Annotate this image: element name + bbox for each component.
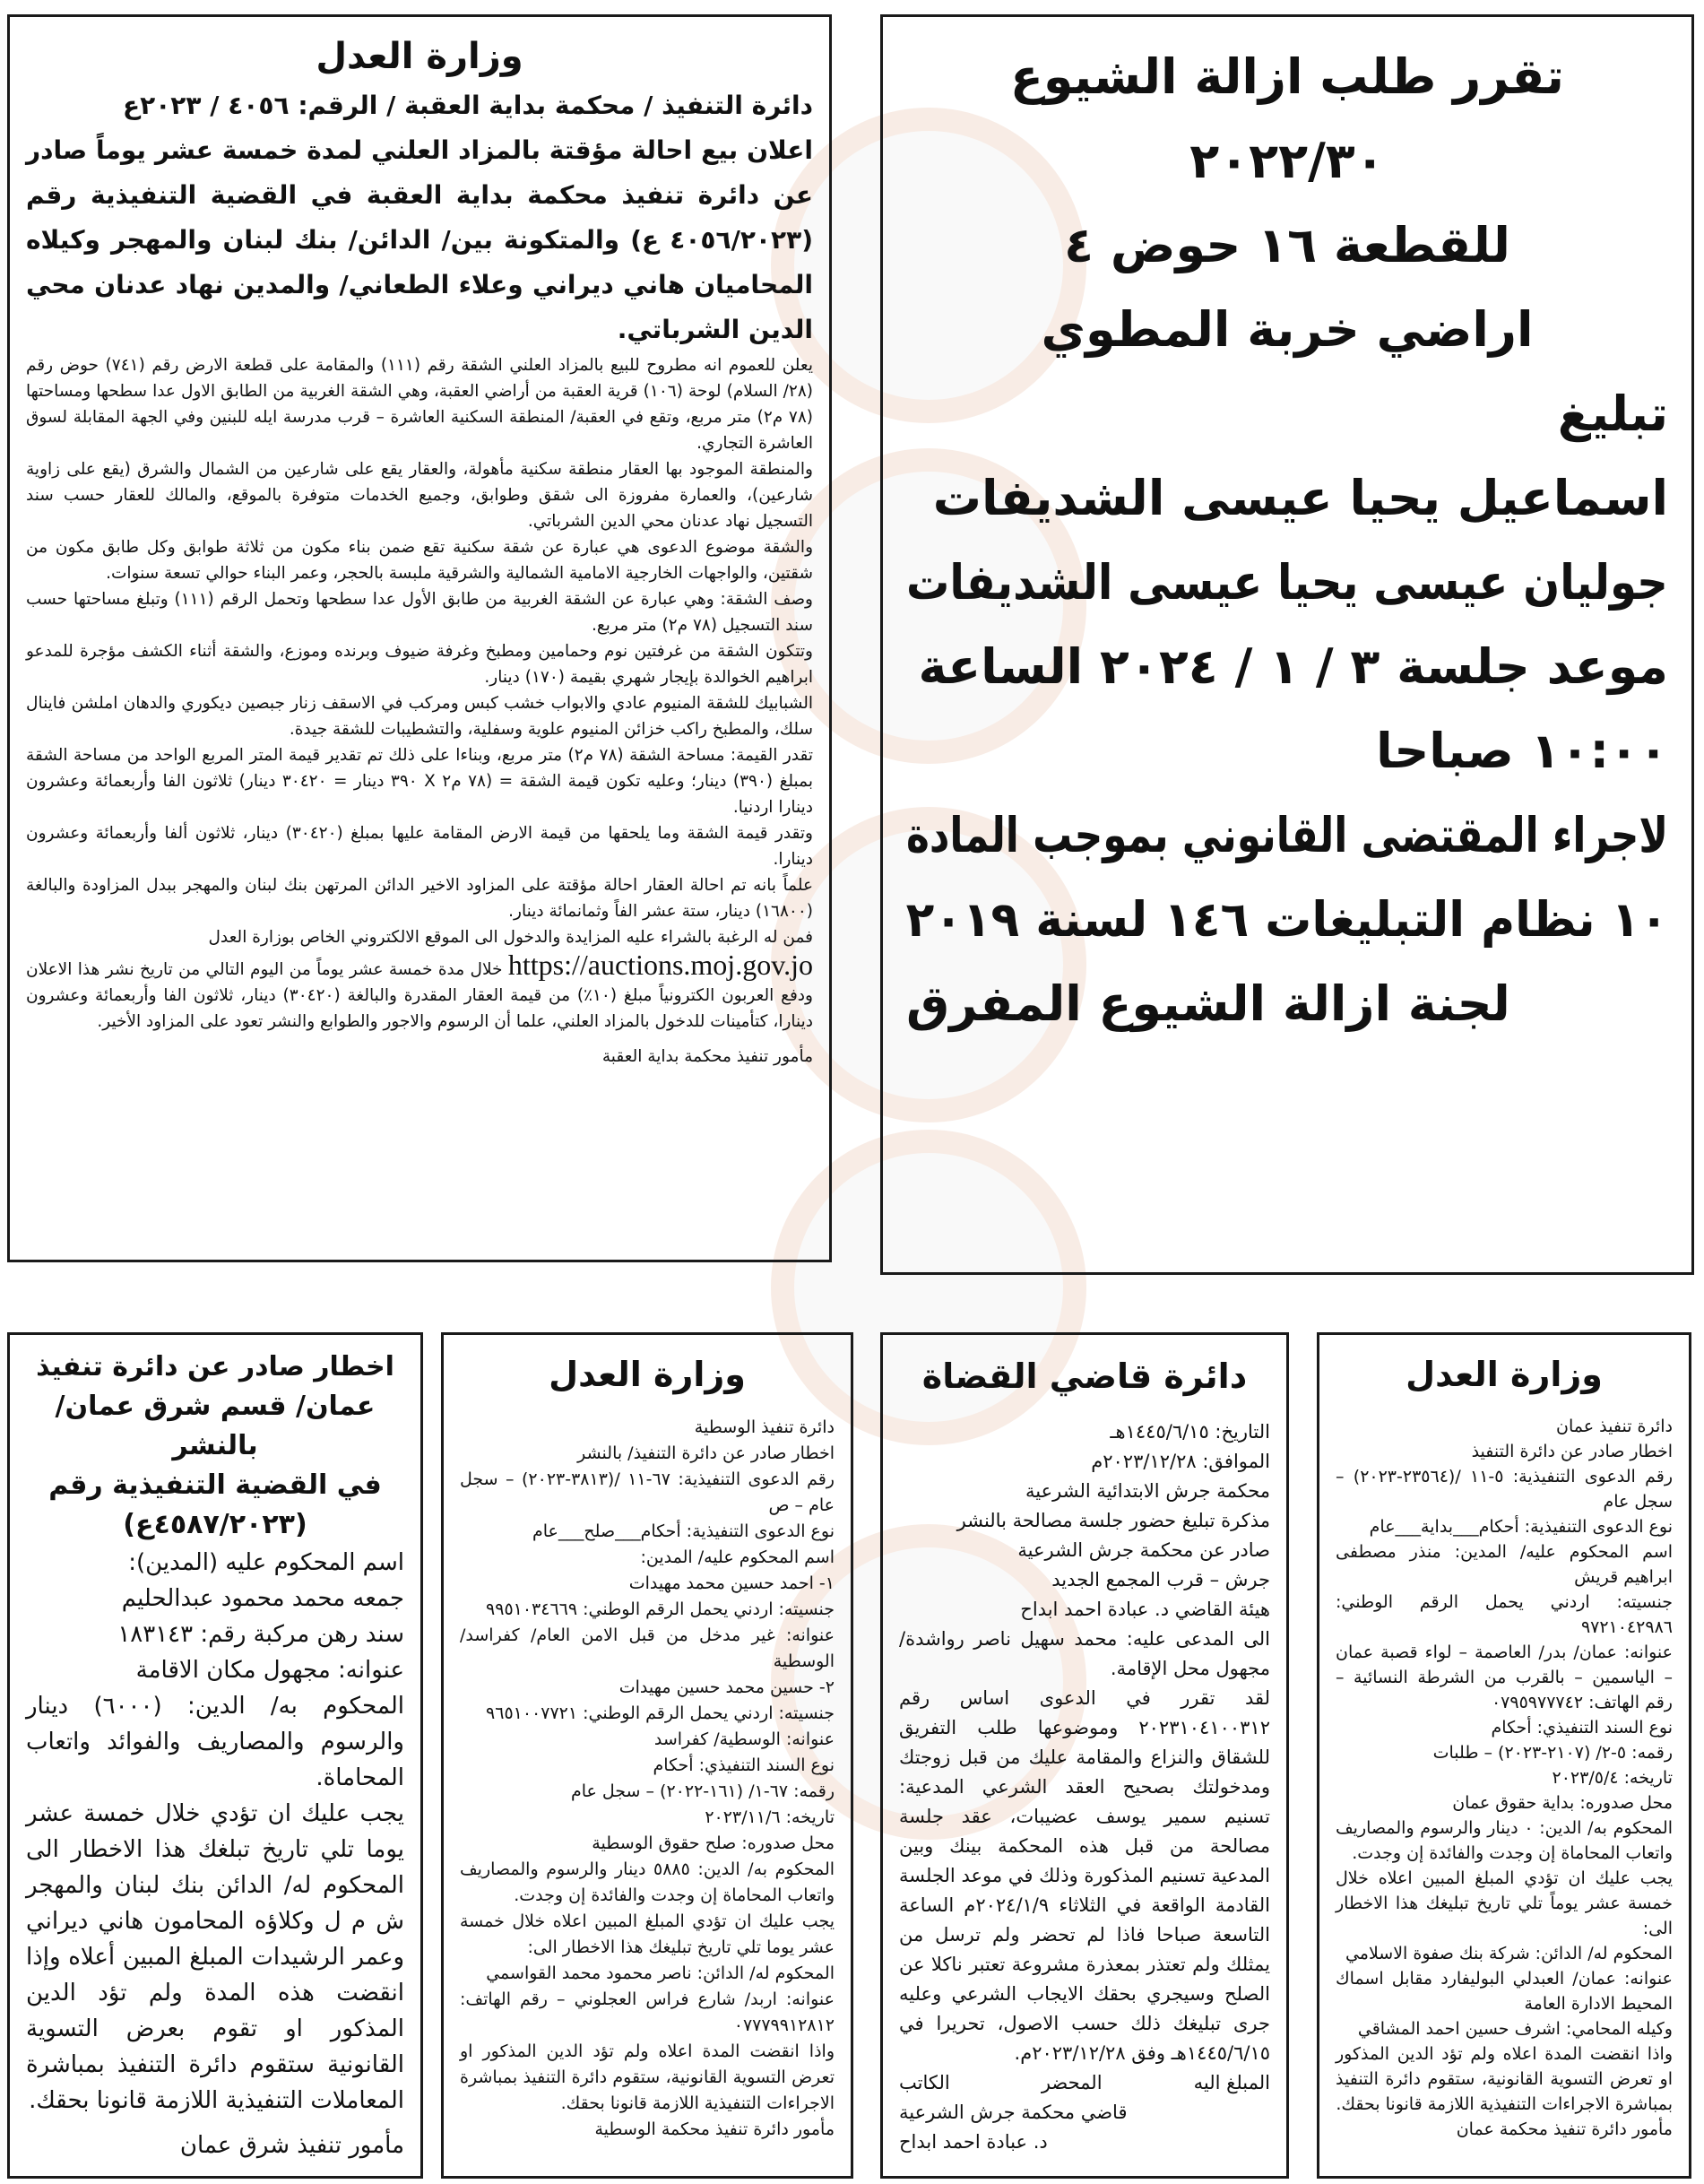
column-line: مذكرة تبليغ حضور جلسة مصالحة بالنشر <box>956 1510 1270 1531</box>
column-body <box>1336 1414 1673 2117</box>
column-line: اسم المحكوم عليه/ المدين: <box>640 1547 835 1567</box>
notice-column-wastiyya <box>441 1332 853 2179</box>
column-line: يجب عليك ان تؤدي خلال خمسة عشر يوما تلي تاريخ تبلغك هذا الاخطار الى المحكوم له/ الدائن بنك لبنان والمهجر ش م ل وكلاؤه المحامون هاني ديراني وعمر الرشيدات المبلغ المبين أعلاه وإذا انقضت هذه المدة ولم تؤد الدين المذكور او تقوم بعرض التسوية القانونية ستقوم دائرة التنفيذ بمباشرة المعاملات التنفيذية اللازمة قانونا بحقك. <box>26 1800 404 2114</box>
column-line: يجب عليك ان تؤدي المبلغ المبين اعلاه خلال خمسة عشر يوما تلي تاريخ تبليغك هذا الاخطار الى: <box>460 1911 835 1957</box>
column-line: المحكوم به/ الدين: ٠ دينار والرسوم والمصاريف واتعاب المحاماة إن وجدت والفائدة إن وجدت. <box>1336 1818 1673 1863</box>
column-line: المحكوم به/ الدين: (٦٠٠٠) دينار والرسوم والمصاريف والفوائد واتعاب المحاماة. <box>26 1693 404 1791</box>
notice-body <box>26 352 813 1035</box>
judge-title: قاضي محكمة جرش الشرعية <box>899 2102 1128 2123</box>
column-line: رقمه: ٦٧-١/ (١٦١-٢٠٢٢) – سجل عام <box>570 1781 835 1801</box>
notice-paragraph: الشبابيك للشقة المنيوم عادي والابواب خشب كبس ومركب في الاسقف زنار جبصين ديكوري والدهان املشن فاينال سلك، والمطبخ راكب خزائن المنيوم علوية وسفلية، والتشطيبات للشقة جيدة. <box>26 694 813 739</box>
column-heading-line: في القضية التنفيذية رقم <box>48 1469 382 1501</box>
column-line: نوع الدعوى التنفيذية: أحكام___بداية___عام <box>1369 1517 1673 1537</box>
coownership-line <box>906 878 1668 962</box>
notice-paragraph: تقدر القيمة: مساحة الشقة (٧٨ م٢) متر مربع، وبناءا على ذلك تم تقدير قيمة المتر المربع الواحد من مساحة الشقة بمبلغ (٣٩٠) دينار؛ وعليه تكون قيمة الشقة = (٧٨ م٢ X ٣٩٠ دينار = ٣٠٤٢٠ دينار) ثلاثون الفا وأربعمائة وعشرون دينارا اردنيا. <box>26 746 814 817</box>
column-line: تاريخه: ٢٠٢٣/١١/٦ <box>705 1807 835 1827</box>
column-line: اخطار صادر عن دائرة التنفيذ <box>1471 1442 1673 1461</box>
coownership-line <box>906 288 1668 372</box>
coownership-line-text: اراضي خربة المطوي <box>1041 301 1534 358</box>
column-line: يجب عليك ان تؤدي المبلغ المبين اعلاه خلال خمسة عشر يوماً تلي تاريخ تبليغك هذا الاخطار الى: <box>1336 1868 1673 1938</box>
column-line: ١- احمد حسين محمد مهيدات <box>628 1573 835 1593</box>
column-line: واذا انقضت المدة اعلاه ولم تؤد الدين المذكور او تعرض التسوية القانونية، ستقوم دائرة التنفيذ بمباشرة الاجراءات التنفيذية اللازمة قانونا بحقك. <box>460 2041 835 2113</box>
notice-column-amman <box>1317 1332 1691 2179</box>
column-line: رقمه: ٥-٢/ (٢١٠٧-٢٠٢٣) – طلبات <box>1432 1743 1673 1763</box>
column-line: نوع السند التنفيذي: أحكام <box>653 1755 835 1775</box>
coownership-line-text: جوليان عيسى يحيا عيسى الشديفات <box>905 554 1668 611</box>
column-line: عنوانه: عمان/ بدر/ العاصمة – لواء قصبة عمان – الياسمين – بالقرب من الشرطة النسائية – رقم الهاتف: ٠٧٩٥٩٧٧٧٤٢ <box>1336 1642 1673 1712</box>
column-line: محل صدوره: بداية حقوق عمان <box>1452 1793 1673 1813</box>
column-line: جنسيته: اردني يحمل الرقم الوطني: ٩٧٢١٠٤٢٩٨٦ <box>1336 1592 1673 1637</box>
coownership-line-text: ٢٠٢٢/٣٠ <box>1189 133 1385 189</box>
column-line: الى المدعى عليه: محمد سهيل ناصر رواشدة/ مجهول محل الإقامة. <box>899 1628 1270 1679</box>
column-heading: دائرة قاضي القضاة <box>921 1356 1248 1396</box>
column-line: سند رهن مركبة رقم: ١٨٣١٤٣ <box>117 1621 404 1648</box>
column-line: عنوانه: اربد/ شارع فراس العجلوني – رقم الهاتف: ٠٧٧٧٩٩١٢٨١٢ <box>460 1989 835 2035</box>
column-line: المحكوم له/ الدائن: ناصر محمود محمد القواسمي <box>486 1963 835 1983</box>
auction-url-link[interactable]: https://auctions.moj.gov.jo <box>507 949 813 981</box>
coownership-line-text: ١٠ نظام التبليغات ١٤٦ لسنة ٢٠١٩ <box>905 891 1668 948</box>
signature-labels <box>899 2068 1270 2098</box>
coownership-line-text: تبليغ <box>1557 386 1668 442</box>
coownership-line <box>906 204 1668 288</box>
column-heading-line: اخطار صادر عن دائرة تنفيذ <box>36 1351 394 1382</box>
coownership-line-text: موعد جلسة ٣ / ١ / ٢٠٢٤ الساعة <box>918 638 1668 695</box>
column-line: دائرة تنفيذ عمان <box>1556 1417 1673 1436</box>
column-line: رقم الدعوى التنفيذية: ٦٧-١١ /(٣٨١٣-٢٠٢٣) – سجل عام – ص <box>460 1469 835 1515</box>
notice-paragraph: يعلن للعموم انه مطروح للبيع بالمزاد العلني الشقة رقم (١١١) والمقامة على قطعة الارض رقم (٧٤١) حوض رقم (٢٨/ السلام) لوحة (١٠٦) قرية العقبة من أراضي العقبة، وهي الشقة الغربية من الطابق الاول عدا سطحها ومساحتها (٧٨ م٢) متر مربع، وتقع في العقبة/ المنطقة السكنية العاشرة – قرب مدرسة ايله للبنين وفي الجهة المقابلة لسوق العاشرة التجاري. <box>26 356 813 453</box>
coownership-line <box>906 541 1668 625</box>
column-line: اخطار صادر عن دائرة التنفيذ/ بالنشر <box>577 1443 835 1463</box>
column-line: اسم المحكوم عليه/ المدين: منذر مصطفى ابراهيم قريش <box>1336 1542 1673 1587</box>
column-signature: مأمور تنفيذ شرق عمان <box>179 2132 404 2159</box>
notice-paragraph: وتتكون الشقة من غرفتين نوم وحمامين ومطبخ وغرفة ضيوف وبرنده وموزع، والشقة أثناء الكشف مؤجرة للمدعو ابراهيم الخوالدة بإيجار شهري بقيمة (١٧٠) دينار. <box>26 642 813 687</box>
notice-heading: وزارة العدل <box>316 36 523 77</box>
column-signature: مأمور دائرة تنفيذ محكمة الوسطية <box>594 2119 835 2139</box>
column-line: تاريخه: ٢٠٢٣/٥/٤ <box>1552 1768 1673 1788</box>
column-heading-line: بالنشر <box>172 1430 258 1461</box>
column-line: جنسيته: اردني يحمل الرقم الوطني: ٩٩٥١٠٣٤٦٦٩ <box>486 1599 835 1619</box>
coownership-line-text: ١٠:٠٠ صباحا <box>1376 723 1668 779</box>
column-line: التاريخ: ١٤٤٥/٦/١٥هـ <box>1110 1421 1270 1443</box>
column-line: صادر عن محكمة جرش الشرعية <box>1017 1539 1270 1561</box>
column-line: المحكوم له/ الدائن: شركة بنك صفوة الاسلامي <box>1345 1944 1673 1963</box>
notice-paragraph: وتقدر قيمة الشقة وما يلحقها من قيمة الارض المقامة عليها بمبلغ (٣٠٤٢٠) دينار، ثلاثون ألفا وأربعمائة وعشرون دينارا. <box>26 824 813 869</box>
coownership-line <box>906 119 1668 204</box>
signature-label: المبلغ اليه <box>1193 2072 1270 2093</box>
column-line: دائرة تنفيذ الوسطية <box>694 1417 835 1437</box>
column-line: لقد تقرر في الدعوى اساس رقم ٢٠٢٣١٠٤١٠٠٣١٢ وموضوعها طلب التفريق للشقاق والنزاع والمقامة عليك من قبل زوجتك ومدخولتك بصحيح العقد الشرعي المدعية: تسنيم سمير يوسف عضيبات، عقد جلسة مصالحة من قبل هذه المحكمة بينك وبين المدعية تسنيم المذكورة وذلك في موعد الجلسة القادمة الواقعة في الثلاثاء ٢٠٢٤/١/٩م الساعة التاسعة صباحا فاذا لم تحضر ولم ترسل من يمثلك ولم تعتذر بمعذرة مشروعة تعتبر ناكلا عن الصلح وسيجري بحقك الايجاب الشرعي وعليه جرى تبليغك ذلك حسب الاصول، تحريرا في ١٤٤٥/٦/١٥هـ وفق ٢٠٢٣/١٢/٢٨م. <box>899 1687 1270 2064</box>
column-line: هيئة القاضي د. عبادة احمد ابداح <box>1020 1599 1270 1620</box>
column-line: نوع السند التنفيذي: أحكام <box>1491 1718 1673 1738</box>
auction-notice <box>7 14 832 1262</box>
column-heading: وزارة العدل <box>549 1355 746 1394</box>
coownership-notice <box>880 14 1694 1275</box>
notice-paragraph <box>26 950 813 1035</box>
notice-paragraph: والشقة موضوع الدعوى هي عبارة عن شقة سكنية تقع ضمن بناء مكون من ثلاثة طوابق وكل طابق مكون من شقتين، والواجهات الخارجية الامامية الشمالية والشرقية ملبسة بالحجر، وعمر البناء حوالي تسعة سنوات. <box>26 538 813 583</box>
column-line: عنوانه: غير مدخل من قبل الامن العام/ كفراسد/ الوسطية <box>460 1625 835 1671</box>
notice-paragraph: فمن له الرغبة بالشراء عليه المزايدة والدخول الى الموقع الالكتروني الخاص بوزارة العدل <box>208 928 813 947</box>
coownership-line <box>906 709 1668 793</box>
signature-label: المحضر <box>1041 2072 1103 2093</box>
column-line: اسم المحكوم عليه (المدين): <box>128 1549 404 1576</box>
coownership-line <box>906 962 1668 1046</box>
judge-name: د. عبادة احمد ابداح <box>899 2131 1048 2153</box>
coownership-line <box>906 793 1668 878</box>
column-body <box>899 1417 1270 2068</box>
column-line: الموافق: ٢٠٢٣/١٢/٢٨م <box>1091 1451 1270 1472</box>
column-line: جرش – قرب المجمع الجديد <box>1051 1569 1270 1590</box>
column-signature: مأمور دائرة تنفيذ محكمة عمان <box>1456 2119 1673 2139</box>
coownership-line-text: تقرر طلب ازالة الشيوع <box>1010 48 1564 105</box>
column-line: عنوانه: مجهول مكان الاقامة <box>135 1657 404 1684</box>
column-line: جنسيته: اردني يحمل الرقم الوطني: ٩٦٥١٠٠٧٧٢١ <box>486 1703 835 1723</box>
column-line: وكيله المحامي: اشرف حسين احمد المشاقي <box>1357 2019 1673 2039</box>
column-line: المحكوم به/ الدين: ٥٨٨٥ دينار والرسوم والمصاريف واتعاب المحاماة إن وجدت والفائدة إن وجدت. <box>460 1859 835 1905</box>
coownership-line <box>906 625 1668 709</box>
column-body <box>26 1545 404 2119</box>
column-line: محكمة جرش الابتدائية الشرعية <box>1025 1480 1270 1502</box>
coownership-line-text: للقطعة ١٦ حوض ٤ <box>1064 217 1510 273</box>
column-heading-line: عمان/ قسم شرق عمان/ <box>55 1391 376 1422</box>
coownership-line <box>906 35 1668 119</box>
column-line: ٢- حسين محمد حسين مهيدات <box>618 1677 835 1697</box>
column-line: جمعه محمد محمود عبدالحليم <box>121 1585 404 1612</box>
coownership-line-text: لجنة ازالة الشيوع المفرق <box>906 975 1510 1032</box>
column-line: رقم الدعوى التنفيذية: ٥-١١ /(٢٣٥٦٤-٢٠٢٣) – سجل عام <box>1336 1467 1673 1512</box>
notice-column-east-amman <box>7 1332 423 2179</box>
column-heading: وزارة العدل <box>1406 1355 1603 1394</box>
notice-paragraph: والمنطقة الموجود بها العقار منطقة سكنية مأهولة، والعقار يقع على شارعين من الشمال والشرق (يقع على زاوية شارعين)، والعمارة مفروزة الى شقق وطوابق، وجميع الخدمات متوفرة بالموقع، والمالك للعقار حسب سند التسجيل نهاد عدنان محي الدين الشرباتي. <box>26 460 813 531</box>
notice-lead-line: دائرة التنفيذ / محكمة بداية العقبة / الرقم: ٤٠٥٦ / ٢٠٢٣ع <box>122 91 813 120</box>
coownership-line-text: لاجراء المقتضى القانوني بموجب المادة <box>906 807 1668 863</box>
notice-after-url: خلال مدة خمسة عشر يوماً من اليوم التالي من تاريخ نشر هذا الاعلان ودفع العربون الكترونياً مبلغ (١٠٪) من قيمة العقار المقدرة والبالغة (٣٠٤٢٠) دينار، ثلاثون الفا وأربعمائة وعشرون دينارا، كتأمينات للدخول بالمزاد العلني، علما أن الرسوم والاجور والطوابع والنشر تعود على المزاود الأخير. <box>26 960 813 1031</box>
notice-lead-paragraph: اعلان بيع احالة مؤقتة بالمزاد العلني لمدة خمسة عشر يوماً صادر عن دائرة تنفيذ محكمة بداية العقبة في القضية التنفيذية رقم (٤٠٥٦/٢٠٢٣ ع) والمتكونة بين/ الدائن/ بنك لبنان والمهجر وكيلاه المحاميان هاني ديراني وعلاء الطعاني/ والمدين نهاد عدنان محي الدين الشرباتي. <box>26 135 813 344</box>
notice-paragraph: علماً بانه تم احالة العقار احالة مؤقتة على المزاود الاخير الدائن المرتهن بنك لبنان والمهجر ببدل المزاودة والبالغة (١٦٨٠٠) دينار، ستة عشر الفاً وثمانمائة دينار. <box>26 876 813 921</box>
column-line: عنوانه: عمان/ العبدلي البوليفارد مقابل اسماك المحيط الادارة العامة <box>1336 1969 1673 2014</box>
column-line: نوع الدعوى التنفيذية: أحكام___صلح___عام <box>532 1521 835 1541</box>
coownership-line <box>906 456 1668 541</box>
column-body <box>460 1415 835 2117</box>
column-line: واذا انقضت المدة اعلاه ولم تؤد الدين المذكور او تعرض التسوية القانونية، ستقوم دائرة التنفيذ بمباشرة الاجراءات التنفيذية اللازمة قانونا بحقك. <box>1336 2044 1673 2114</box>
column-line: محل صدوره: صلح حقوق الوسطية <box>592 1833 835 1853</box>
signature-label: الكاتب <box>899 2072 950 2093</box>
coownership-line-text: اسماعيل يحيا عيسى الشديفات <box>932 470 1668 526</box>
column-heading-line: (٤٥٨٧/٢٠٢٣ع) <box>123 1509 307 1540</box>
notice-paragraph: وصف الشقة: وهي عبارة عن الشقة الغربية من طابق الأول عدا سطحها وتحمل الرقم (١١١) وتبلغ مساحتها حسب سند التسجيل (٧٨ م٢) متر مربع. <box>26 590 813 635</box>
notice-column-sharia-court <box>880 1332 1289 2179</box>
coownership-line <box>906 372 1668 456</box>
column-line: عنوانه: الوسطية/ كفراسد <box>653 1729 835 1749</box>
notice-signature: مأمور تنفيذ محكمة بداية العقبة <box>601 1047 813 1066</box>
